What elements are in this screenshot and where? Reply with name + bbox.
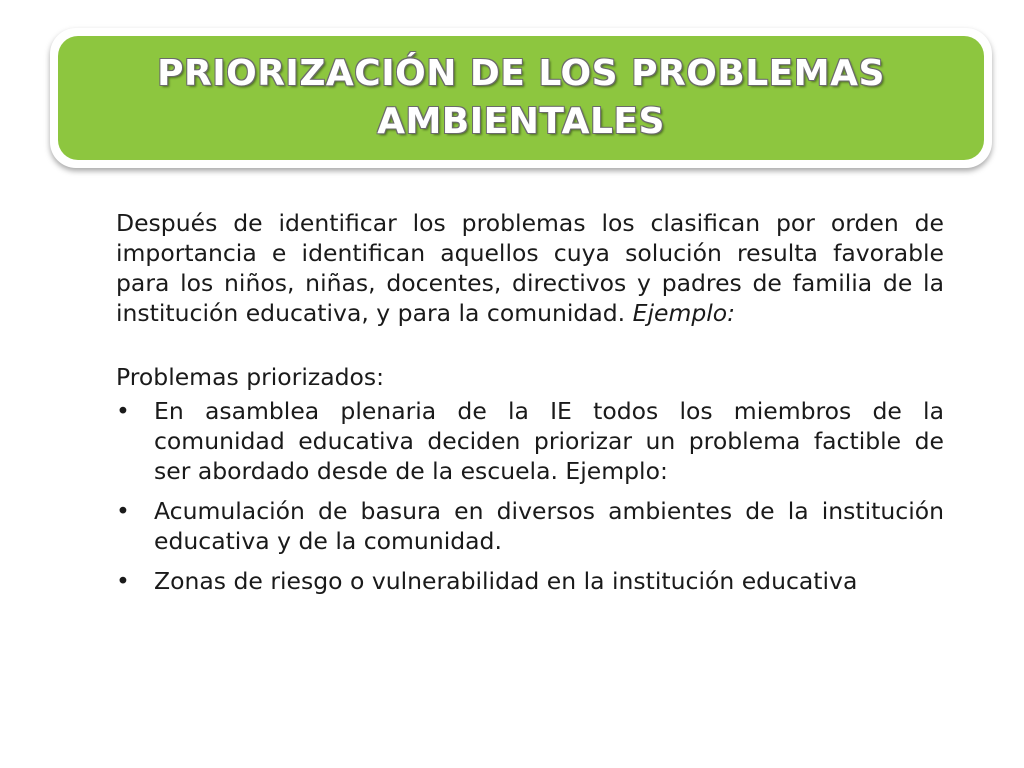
list-item bbox=[116, 396, 944, 486]
bullet-text: Zonas de riesgo o vulnerabilidad en la institución educativa bbox=[154, 567, 858, 595]
example-label: Ejemplo: bbox=[632, 299, 736, 327]
title-box bbox=[58, 36, 984, 160]
list-item bbox=[116, 566, 944, 596]
bullet-icon: • bbox=[116, 567, 130, 595]
bullet-icon: • bbox=[116, 397, 130, 425]
bullet-icon: • bbox=[116, 497, 130, 525]
intro-paragraph bbox=[116, 208, 944, 328]
bullet-list bbox=[116, 396, 944, 596]
title-banner bbox=[50, 28, 992, 168]
slide-title: PRIORIZACIÓN DE LOS PROBLEMAS AMBIENTALES bbox=[157, 53, 885, 142]
list-item bbox=[116, 496, 944, 556]
bullet-text: Acumulación de basura en diversos ambientes de la institución educativa y de la comunidad. bbox=[154, 497, 944, 555]
subheading: Problemas priorizados: bbox=[116, 363, 385, 391]
intro-text: Después de identificar los problemas los clasifican por orden de importancia e identifican aquellos cuya solución resulta favorable para los niños, niñas, docentes, directivos y padres de familia de la institución educativa, y para la comunidad. bbox=[116, 209, 944, 327]
slide-body bbox=[116, 208, 944, 596]
bullet-text: En asamblea plenaria de la IE todos los miembros de la comunidad educativa deciden priorizar un problema factible de ser abordado desde de la escuela. Ejemplo: bbox=[154, 397, 944, 485]
